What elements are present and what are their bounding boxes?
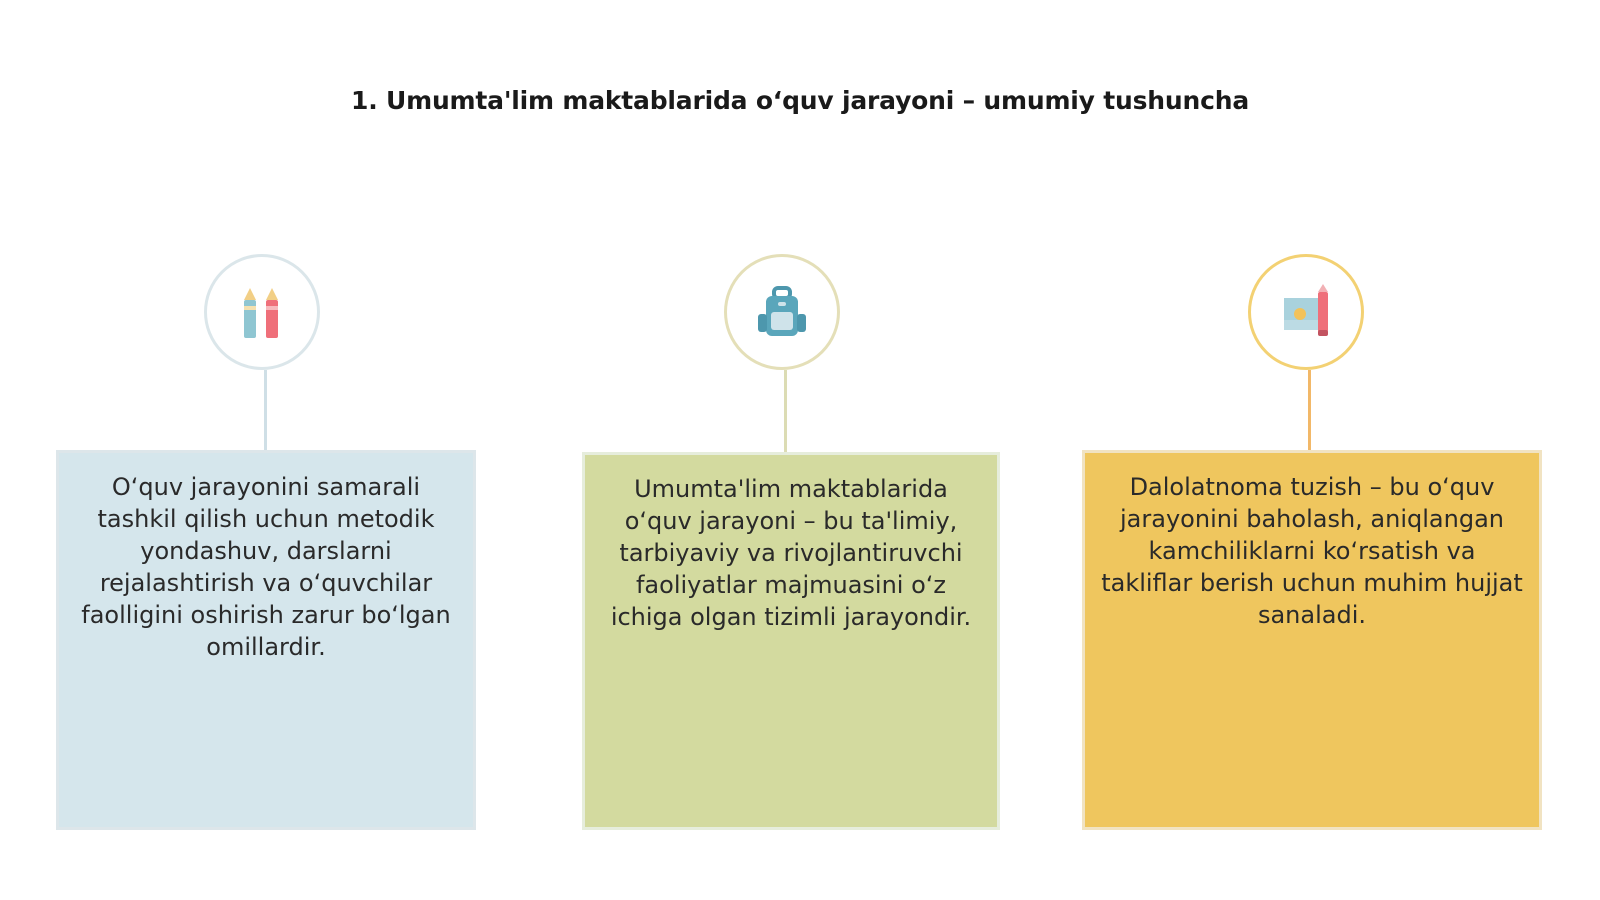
info-card-2 bbox=[582, 452, 1000, 830]
info-card-3 bbox=[1082, 450, 1542, 830]
crayons-icon bbox=[232, 282, 292, 342]
connector-3 bbox=[1308, 370, 1311, 450]
picture-pencil-icon bbox=[1276, 282, 1336, 342]
icon-circle-1 bbox=[204, 254, 320, 370]
connector-2 bbox=[784, 370, 787, 452]
backpack-icon bbox=[752, 282, 812, 342]
info-card-text-2: Umumta'lim maktablarida o‘quv jarayoni – bu ta'limiy, tarbiyaviy va rivojlantiruvchi faoliyatlar majmuasini o‘z ichiga olgan tizimli jarayondir. bbox=[610, 475, 972, 631]
slide-title: 1. Umumta'lim maktablarida o‘quv jarayoni – umumiy tushuncha bbox=[351, 86, 1249, 115]
icon-circle-2 bbox=[724, 254, 840, 370]
icon-circle-3 bbox=[1248, 254, 1364, 370]
info-card-1 bbox=[56, 450, 476, 830]
info-card-text-1: O‘quv jarayonini samarali tashkil qilish uchun metodik yondashuv, darslarni rejalashtirish va o‘quvchilar faolligini oshirish zarur bo‘lgan omillardir. bbox=[81, 473, 451, 661]
connector-1 bbox=[264, 370, 267, 450]
info-card-text-3: Dalolatnoma tuzish – bu o‘quv jarayonini baholash, aniqlangan kamchiliklarni ko‘rsatish va takliflar berish uchun muhim hujjat sanaladi. bbox=[1101, 473, 1523, 629]
